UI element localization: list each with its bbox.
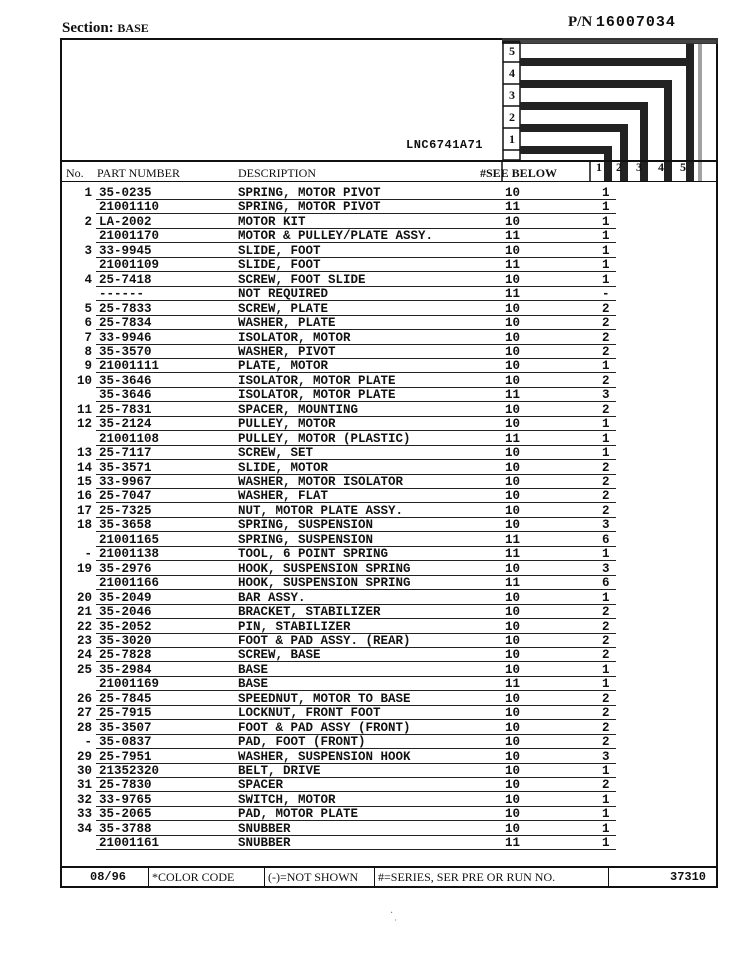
table-row — [0, 721, 750, 735]
part-number: 25-7831 — [99, 402, 152, 417]
part-number: 35-2046 — [99, 605, 152, 620]
table-row — [0, 215, 750, 229]
table-row — [0, 663, 750, 677]
part-number: 25-7830 — [99, 778, 152, 793]
description: SPRING, MOTOR PIVOT — [238, 186, 381, 200]
item-number: 28 — [76, 720, 92, 735]
item-number: 13 — [76, 446, 92, 461]
description: PLATE, MOTOR — [238, 359, 329, 374]
description: NUT, MOTOR PLATE ASSY. — [238, 503, 404, 518]
description: TOOL, 6 POINT SPRING — [238, 547, 389, 562]
series-number: 10 — [505, 373, 521, 388]
series-number: 10 — [505, 489, 521, 504]
quantity: 1 — [602, 821, 610, 836]
item-number: 1 — [84, 186, 92, 200]
table-row — [0, 417, 750, 431]
part-number: 25-7325 — [99, 503, 152, 518]
table-row — [0, 533, 750, 547]
quantity: 2 — [602, 402, 610, 417]
description: WASHER, PLATE — [238, 316, 336, 331]
quantity: 1 — [602, 792, 610, 807]
table-row — [0, 764, 750, 778]
part-number: 25-7915 — [99, 706, 152, 721]
table-row — [0, 244, 750, 258]
description: PIN, STABILIZER — [238, 619, 351, 634]
description: BRACKET, STABILIZER — [238, 605, 381, 620]
table-row — [0, 475, 750, 489]
series-number: 10 — [505, 243, 521, 258]
item-number: 10 — [76, 373, 92, 388]
table-row — [0, 331, 750, 345]
part-number: 21001110 — [99, 200, 160, 215]
description: BASE — [238, 662, 269, 677]
description: SPACER, MOUNTING — [238, 402, 359, 417]
item-number: 17 — [76, 503, 92, 518]
quantity: 1 — [602, 272, 610, 287]
table-row — [0, 229, 750, 243]
table-row — [0, 258, 750, 272]
quantity: 2 — [602, 778, 610, 793]
description: PAD, FOOT (FRONT) — [238, 735, 366, 750]
quantity: 1 — [602, 446, 610, 461]
series-number: 10 — [505, 330, 521, 345]
quantity: 1 — [602, 431, 610, 446]
description: SNUBBER — [238, 836, 291, 851]
part-number: 21001166 — [99, 576, 160, 591]
header-see-below: #SEE BELOW — [480, 166, 558, 180]
table-row — [0, 836, 750, 850]
part-number: 35-2052 — [99, 619, 152, 634]
table-row — [0, 359, 750, 373]
series-number: 10 — [505, 503, 521, 518]
series-number: 10 — [505, 561, 521, 576]
footer-divider — [264, 868, 265, 886]
series-number: 10 — [505, 764, 521, 778]
item-number: 32 — [76, 792, 92, 807]
item-number: 29 — [76, 749, 92, 764]
description: WASHER, FLAT — [238, 489, 329, 504]
item-number: 26 — [76, 691, 92, 706]
series-number: 10 — [505, 619, 521, 634]
series-number: 11 — [505, 836, 521, 851]
table-row — [0, 778, 750, 792]
part-number: 21001161 — [99, 836, 160, 851]
quantity: 2 — [602, 706, 610, 721]
footer-divider — [148, 868, 149, 886]
quantity: 6 — [602, 532, 610, 547]
quantity: 1 — [602, 836, 610, 851]
description: ISOLATOR, MOTOR PLATE — [238, 373, 396, 388]
series-number: 10 — [505, 691, 521, 706]
quantity: 2 — [602, 648, 610, 663]
section-label: Section: — [62, 20, 114, 36]
item-number: 9 — [84, 359, 92, 374]
part-number: 33-9765 — [99, 792, 152, 807]
series-number: 10 — [505, 633, 521, 648]
table-row — [0, 562, 750, 576]
part-number: 35-2984 — [99, 662, 152, 677]
quantity: 2 — [602, 619, 610, 634]
series-number: 10 — [505, 807, 521, 822]
series-number: 11 — [505, 388, 521, 403]
description: NOT REQUIRED — [238, 287, 329, 302]
description: SLIDE, MOTOR — [238, 460, 329, 475]
item-number: - — [84, 735, 92, 750]
step-column-3: 3 — [636, 160, 642, 174]
item-number: 12 — [76, 417, 92, 432]
description: PULLEY, MOTOR (PLASTIC) — [238, 431, 411, 446]
part-number: 25-7418 — [99, 272, 152, 287]
part-number: 35-3020 — [99, 633, 152, 648]
table-row — [0, 186, 750, 200]
quantity: - — [602, 287, 610, 302]
series-number: 10 — [505, 272, 521, 287]
quantity: 1 — [602, 547, 610, 562]
item-number: 33 — [76, 807, 92, 822]
item-number: 6 — [84, 316, 92, 331]
quantity: 2 — [602, 301, 610, 316]
description: PULLEY, MOTOR — [238, 417, 336, 432]
header-description: DESCRIPTION — [238, 166, 317, 180]
table-row — [0, 620, 750, 634]
series-number: 11 — [505, 576, 521, 591]
table-row — [0, 648, 750, 662]
table-row — [0, 706, 750, 720]
description: PAD, MOTOR PLATE — [238, 807, 359, 822]
part-number: 21001111 — [99, 359, 160, 374]
series-number: 10 — [505, 706, 521, 721]
table-row — [0, 461, 750, 475]
part-number: 21001169 — [99, 677, 160, 692]
footer-doc-number: 37310 — [670, 870, 707, 884]
description: MOTOR & PULLEY/PLATE ASSY. — [238, 229, 434, 244]
item-number: 11 — [76, 402, 92, 417]
table-row — [0, 807, 750, 821]
item-number: 16 — [76, 489, 92, 504]
table-row — [0, 634, 750, 648]
description: SLIDE, FOOT — [238, 243, 321, 258]
series-number: 10 — [505, 344, 521, 359]
item-number: 3 — [84, 243, 92, 258]
pn-label: P/N — [568, 14, 593, 30]
part-number: 25-7828 — [99, 648, 152, 663]
series-number: 10 — [505, 749, 521, 764]
quantity: 2 — [602, 489, 610, 504]
quantity: 2 — [602, 475, 610, 489]
part-number: 21001138 — [99, 547, 160, 562]
quantity: 2 — [602, 344, 610, 359]
footer-divider — [608, 868, 609, 886]
description: SCREW, FOOT SLIDE — [238, 272, 366, 287]
part-number: 25-7834 — [99, 316, 152, 331]
table-row — [0, 287, 750, 301]
part-number: 25-7117 — [99, 446, 152, 461]
part-number: 25-7951 — [99, 749, 152, 764]
part-number: 35-2124 — [99, 417, 152, 432]
footer-date: 08/96 — [90, 870, 127, 884]
scan-smudge: · ˙ — [390, 908, 399, 930]
item-number: 7 — [84, 330, 92, 345]
quantity: 6 — [602, 576, 610, 591]
item-number: 19 — [76, 561, 92, 576]
table-row — [0, 822, 750, 836]
footer-series-note: #=SERIES, SER PRE OR RUN NO. — [378, 870, 556, 884]
column-header-top-rule — [60, 160, 718, 162]
step-label-3: 3 — [509, 88, 515, 102]
quantity: 2 — [602, 720, 610, 735]
series-number: 11 — [505, 547, 521, 562]
series-number: 10 — [505, 735, 521, 750]
part-number: 21001109 — [99, 258, 160, 273]
series-number: 10 — [505, 778, 521, 793]
part-number: 35-3570 — [99, 344, 152, 359]
quantity: 1 — [602, 677, 610, 692]
table-row — [0, 388, 750, 402]
part-number: 35-2976 — [99, 561, 152, 576]
part-number: 33-9946 — [99, 330, 152, 345]
step-column-2: 2 — [616, 160, 622, 174]
part-number: 35-3646 — [99, 373, 152, 388]
quantity: 1 — [602, 243, 610, 258]
quantity: 2 — [602, 373, 610, 388]
table-row — [0, 692, 750, 706]
step-label-1: 1 — [509, 132, 515, 146]
footer-divider — [374, 868, 375, 886]
quantity: 3 — [602, 561, 610, 576]
quantity: 1 — [602, 359, 610, 374]
row-rule — [96, 849, 616, 850]
table-row — [0, 273, 750, 287]
description: BELT, DRIVE — [238, 764, 321, 778]
description: WASHER, PIVOT — [238, 344, 336, 359]
description: ISOLATOR, MOTOR PLATE — [238, 388, 396, 403]
item-number: 5 — [84, 301, 92, 316]
section-value: BASE — [117, 21, 149, 35]
footer-bar — [60, 868, 718, 888]
part-number: 25-7845 — [99, 691, 152, 706]
table-row — [0, 316, 750, 330]
series-number: 10 — [505, 417, 521, 432]
step-label-5: 5 — [509, 44, 515, 58]
description: SLIDE, FOOT — [238, 258, 321, 273]
table-row — [0, 504, 750, 518]
description: ISOLATOR, MOTOR — [238, 330, 351, 345]
item-number: 34 — [76, 821, 92, 836]
table-row — [0, 605, 750, 619]
part-number: 25-7047 — [99, 489, 152, 504]
description: SPEEDNUT, MOTOR TO BASE — [238, 691, 411, 706]
series-number: 10 — [505, 792, 521, 807]
description: LOCKNUT, FRONT FOOT — [238, 706, 381, 721]
series-number: 10 — [505, 662, 521, 677]
part-number: LA-2002 — [99, 214, 152, 229]
description: SPRING, SUSPENSION — [238, 518, 374, 533]
item-number: 20 — [76, 590, 92, 605]
part-number: 35-0235 — [99, 186, 152, 200]
table-row — [0, 793, 750, 807]
description: SCREW, SET — [238, 446, 314, 461]
series-number: 10 — [505, 214, 521, 229]
part-number: 35-2049 — [99, 590, 152, 605]
series-number: 10 — [505, 475, 521, 489]
item-number: 24 — [76, 648, 92, 663]
quantity: 1 — [602, 662, 610, 677]
header-part-number: PART NUMBER — [97, 166, 180, 180]
series-number: 10 — [505, 821, 521, 836]
description: SWITCH, MOTOR — [238, 792, 336, 807]
part-number: 21352320 — [99, 764, 160, 778]
quantity: 1 — [602, 417, 610, 432]
series-number: 10 — [505, 720, 521, 735]
part-number: 33-9945 — [99, 243, 152, 258]
description: HOOK, SUSPENSION SPRING — [238, 576, 411, 591]
item-number: 23 — [76, 633, 92, 648]
description: FOOT & PAD ASSY (FRONT) — [238, 720, 411, 735]
series-number: 10 — [505, 460, 521, 475]
table-row — [0, 374, 750, 388]
table-row — [0, 200, 750, 214]
footer-not-shown: (-)=NOT SHOWN — [268, 870, 359, 884]
description: SPRING, SUSPENSION — [238, 532, 374, 547]
quantity: 3 — [602, 518, 610, 533]
column-header-bottom-rule — [60, 181, 718, 182]
quantity: 2 — [602, 691, 610, 706]
step-column-4: 4 — [658, 160, 664, 174]
series-number: 11 — [505, 677, 521, 692]
description: SCREW, PLATE — [238, 301, 329, 316]
item-number: 18 — [76, 518, 92, 533]
description: WASHER, MOTOR ISOLATOR — [238, 475, 404, 489]
table-row — [0, 489, 750, 503]
series-number: 11 — [505, 258, 521, 273]
series-number: 10 — [505, 402, 521, 417]
item-number: 4 — [84, 272, 92, 287]
part-number: 35-3507 — [99, 720, 152, 735]
quantity: 1 — [602, 764, 610, 778]
series-number: 10 — [505, 316, 521, 331]
description: SPACER — [238, 778, 284, 793]
item-number: 21 — [76, 605, 92, 620]
table-row — [0, 518, 750, 532]
series-number: 10 — [505, 648, 521, 663]
description: BASE — [238, 677, 269, 692]
quantity: 1 — [602, 258, 610, 273]
footer-color-code: *COLOR CODE — [152, 870, 235, 884]
part-number: 25-7833 — [99, 301, 152, 316]
series-number: 10 — [505, 186, 521, 200]
quantity: 2 — [602, 605, 610, 620]
part-number: 21001170 — [99, 229, 160, 244]
part-number: ------ — [99, 287, 145, 302]
part-number: 35-3788 — [99, 821, 152, 836]
step-column-5: 5 — [680, 160, 686, 174]
quantity: 3 — [602, 388, 610, 403]
table-row — [0, 345, 750, 359]
part-number: 21001108 — [99, 431, 160, 446]
item-number: 31 — [76, 778, 92, 793]
description: HOOK, SUSPENSION SPRING — [238, 561, 411, 576]
item-number: - — [84, 547, 92, 562]
header-no: No. — [66, 166, 84, 180]
item-number: 15 — [76, 475, 92, 489]
table-row — [0, 591, 750, 605]
quantity: 1 — [602, 200, 610, 215]
description: FOOT & PAD ASSY. (REAR) — [238, 633, 411, 648]
quantity: 2 — [602, 330, 610, 345]
description: SPRING, MOTOR PIVOT — [238, 200, 381, 215]
series-number: 10 — [505, 590, 521, 605]
part-number: 35-3571 — [99, 460, 152, 475]
quantity: 2 — [602, 633, 610, 648]
table-row — [0, 432, 750, 446]
description: SNUBBER — [238, 821, 291, 836]
part-number: 21001165 — [99, 532, 160, 547]
item-number: 2 — [84, 214, 92, 229]
series-number: 11 — [505, 532, 521, 547]
part-number: 35-2065 — [99, 807, 152, 822]
quantity: 1 — [602, 186, 610, 200]
quantity: 2 — [602, 735, 610, 750]
part-number: 35-3646 — [99, 388, 152, 403]
series-number: 11 — [505, 431, 521, 446]
pn-value: 16007034 — [595, 14, 676, 31]
table-row — [0, 403, 750, 417]
step-column-1: 1 — [596, 160, 602, 174]
description: SCREW, BASE — [238, 648, 321, 663]
series-number: 10 — [505, 446, 521, 461]
part-number: 35-0837 — [99, 735, 152, 750]
table-row — [0, 750, 750, 764]
description: BAR ASSY. — [238, 590, 306, 605]
series-number: 11 — [505, 229, 521, 244]
quantity: 2 — [602, 460, 610, 475]
quantity: 1 — [602, 214, 610, 229]
step-label-2: 2 — [509, 110, 515, 124]
description: WASHER, SUSPENSION HOOK — [238, 749, 411, 764]
table-row — [0, 677, 750, 691]
table-row — [0, 576, 750, 590]
quantity: 2 — [602, 503, 610, 518]
part-number: 35-3658 — [99, 518, 152, 533]
description: MOTOR KIT — [238, 214, 306, 229]
series-number: 10 — [505, 359, 521, 374]
table-row — [0, 547, 750, 561]
series-number: 10 — [505, 518, 521, 533]
quantity: 1 — [602, 807, 610, 822]
quantity: 1 — [602, 229, 610, 244]
item-number: 14 — [76, 460, 92, 475]
item-number: 22 — [76, 619, 92, 634]
series-number: 11 — [505, 287, 521, 302]
table-row — [0, 735, 750, 749]
quantity: 1 — [602, 590, 610, 605]
series-number: 10 — [505, 605, 521, 620]
series-number: 10 — [505, 301, 521, 316]
diagram-code: LNC6741A71 — [406, 138, 484, 152]
step-label-4: 4 — [509, 66, 515, 80]
part-number: 33-9967 — [99, 475, 152, 489]
item-number: 25 — [76, 662, 92, 677]
table-row — [0, 446, 750, 460]
table-row — [0, 302, 750, 316]
item-number: 30 — [76, 764, 92, 778]
quantity: 3 — [602, 749, 610, 764]
quantity: 2 — [602, 316, 610, 331]
item-number: 8 — [84, 344, 92, 359]
series-number: 11 — [505, 200, 521, 215]
item-number: 27 — [76, 706, 92, 721]
